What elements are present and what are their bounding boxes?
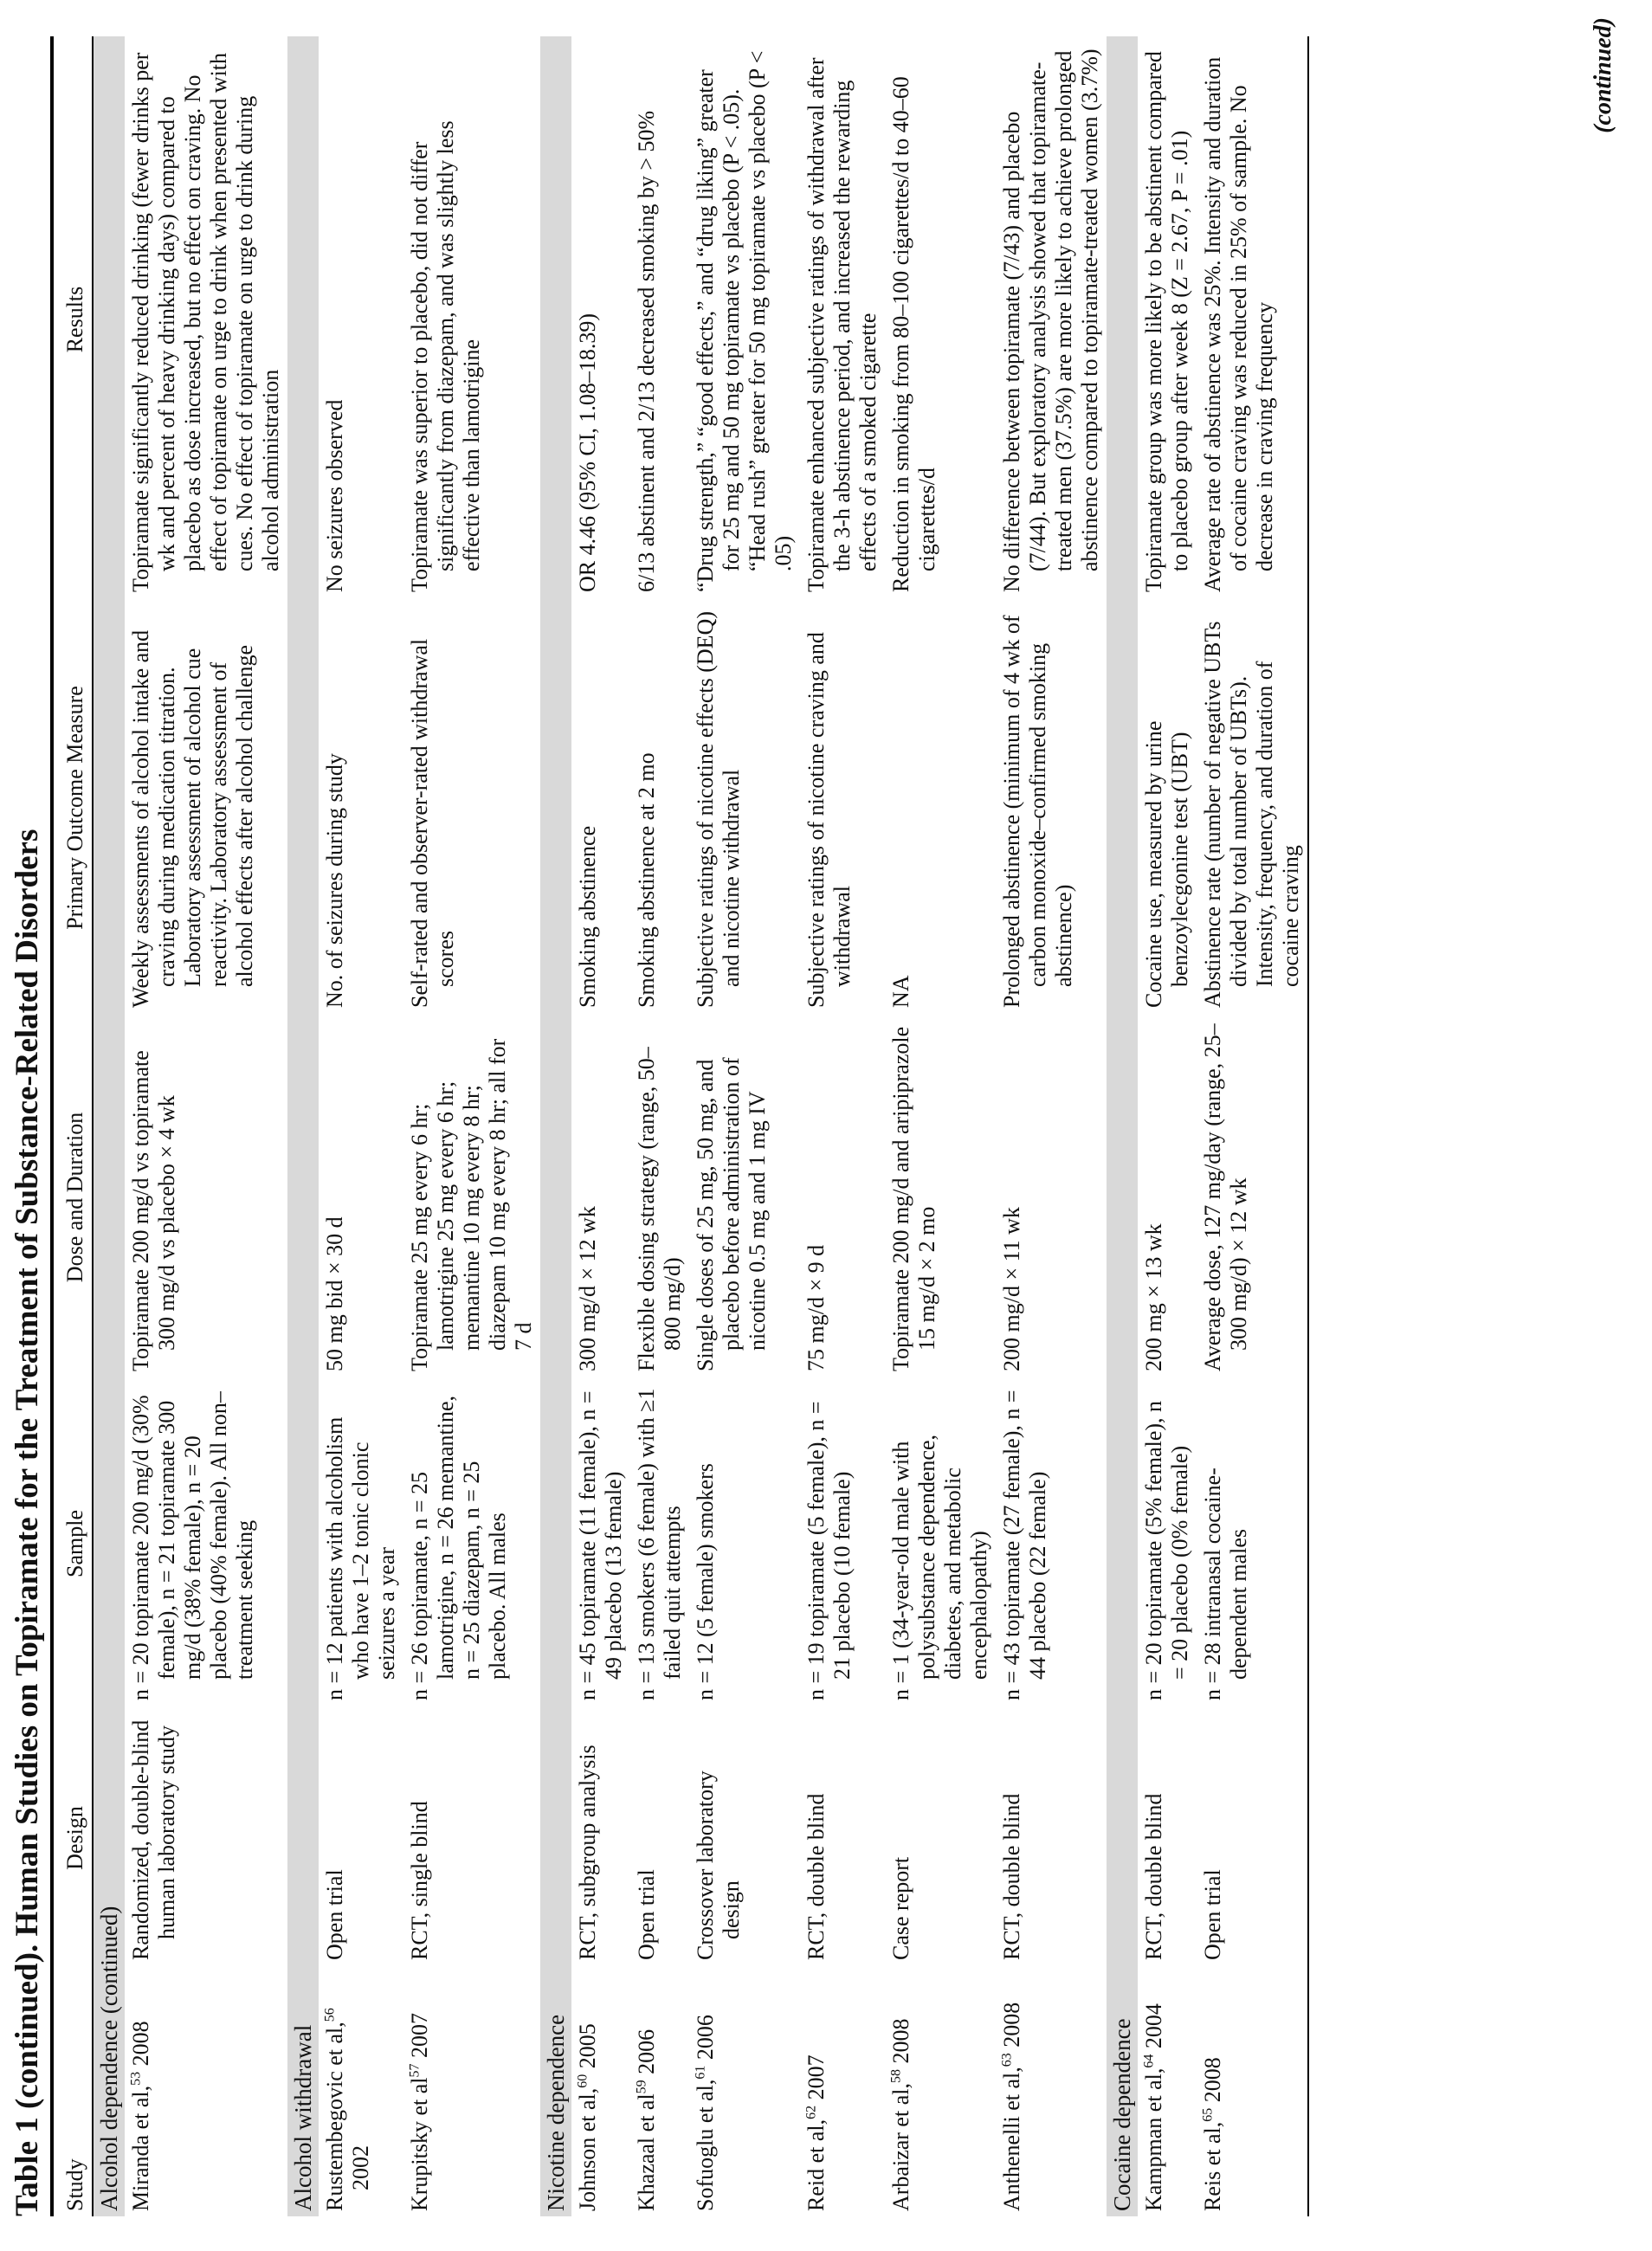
sample-cell: n = 20 topiramate 200 mg/d (30% female), n = 21 topiramate 300 mg/d (38% female), n = 20 placebo (40% female). All non–treatment seeking <box>128 1391 257 1700</box>
study-author: Arbaizar et al, <box>888 2083 913 2211</box>
results-cell: 6/13 abstinent and 2/13 decreased smoking by > 50% <box>634 110 659 592</box>
dose-cell: Topiramate 25 mg every 6 hr; lamotrigine 25 mg every 6 hr; memantine 10 mg every 8 hr; diazepam 10 mg every 8 hr; all for 7 d <box>407 1038 536 1371</box>
sample-cell: n = 28 intranasal cocaine-dependent males <box>1200 1467 1251 1700</box>
table-row <box>1197 36 1307 2216</box>
dose-cell: Topiramate 200 mg/d vs topiramate 300 mg/d vs placebo × 4 wk <box>128 1050 179 1371</box>
outcome-cell: No. of seizures during study <box>322 753 347 1008</box>
reference-number: 64 <box>1141 2054 1157 2068</box>
outcome-cell: NA <box>888 975 913 1008</box>
section-heading: Nicotine dependence <box>540 36 571 2216</box>
sample-cell: n = 19 topiramate (5 female), n = 21 placebo (10 female) <box>803 1401 855 1700</box>
reference-number: 61 <box>693 2065 708 2080</box>
study-cell <box>571 1965 630 2216</box>
study-author: Reid et al, <box>803 2119 829 2211</box>
outcome-cell: Cocaine use, measured by urine benzoylecgonine test (UBT) <box>1141 720 1192 1008</box>
sample-cell: n = 20 topiramate (5% female), n = 20 placebo (0% female) <box>1141 1400 1192 1700</box>
dose-cell: 300 mg/d × 12 wk <box>575 1206 600 1371</box>
study-cell <box>885 1965 996 2216</box>
table-row <box>1138 36 1197 2216</box>
reference-number: 63 <box>999 2053 1015 2067</box>
reference-number: 56 <box>322 2008 338 2022</box>
design-cell: RCT, subgroup analysis <box>575 1745 600 1960</box>
results-cell: Average rate of abstinence was 25%. Intensity and duration of cocaine craving was reduced in 25% of sample. No decrease in craving frequency <box>1200 56 1277 592</box>
study-author: Krupitsky et al <box>407 2077 432 2211</box>
outcome-cell: Smoking abstinence at 2 mo <box>634 752 659 1008</box>
table-row <box>885 36 996 2216</box>
results-cell: Topiramate significantly reduced drinking (fewer drinks per wk and percent of heavy drinking days) compared to placebo as dose increased, but no effect on craving. No effect of topiramate on urge to drink when presented with cues. No effect of topiramate on urge to drink during alcohol administration <box>128 52 283 592</box>
table-title <box>7 36 54 2216</box>
study-cell <box>403 1965 540 2216</box>
outcome-cell: Subjective ratings of nicotine craving and withdrawal <box>803 632 855 1008</box>
table-header-row <box>54 36 94 2216</box>
study-cell <box>630 1965 689 2216</box>
study-year: 2007 <box>407 2012 432 2064</box>
outcome-cell: Self-rated and observer-rated withdrawal scores <box>407 638 458 1008</box>
design-cell: RCT, double blind <box>1141 1793 1166 1960</box>
study-year: 2005 <box>575 2023 600 2074</box>
results-cell: OR 4.46 (95% CI, 1.08–18.39) <box>575 313 600 592</box>
study-cell <box>1138 1965 1197 2216</box>
table-row <box>571 36 630 2216</box>
sample-cell: n = 43 topiramate (27 female), n = 44 placebo (22 female) <box>999 1390 1050 1700</box>
col-header-study: Study <box>62 2158 87 2211</box>
results-cell: Topiramate was superior to placebo, did not differ significantly from diazepam, and was slightly less effective than lamotrigine <box>407 120 484 592</box>
dose-cell: 75 mg/d × 9 d <box>803 1244 829 1371</box>
study-year: 2008 <box>999 2002 1024 2054</box>
design-cell: Case report <box>888 1856 913 1960</box>
design-cell: Crossover laboratory design <box>693 1770 744 1960</box>
dose-cell: Single doses of 25 mg, 50 mg, and placebo before administration of nicotine 0.5 mg and 1 mg IV <box>693 1057 770 1371</box>
reference-number: 57 <box>407 2063 423 2078</box>
col-header-design: Design <box>62 1806 87 1870</box>
continued-note: (continued) <box>1590 17 1617 133</box>
study-cell <box>1197 1965 1307 2216</box>
reference-number: 59 <box>634 2080 649 2094</box>
col-header-sample: Sample <box>62 1510 87 1577</box>
sample-cell: n = 26 topiramate, n = 25 lamotrigine, n = 26 memantine, n = 25 diazepam, n = 25 placebo. All males <box>407 1395 510 1700</box>
study-cell <box>800 1965 885 2216</box>
dose-cell: 50 mg bid × 30 d <box>322 1216 347 1371</box>
reference-number: 62 <box>803 2105 819 2119</box>
table-row <box>403 36 540 2216</box>
table-row <box>689 36 800 2216</box>
reference-number: 65 <box>1200 2107 1216 2122</box>
sample-cell: n = 1 (34-year-old male with polysubstance dependence, diabetes, and metabolic encephalopathy) <box>888 1434 991 1700</box>
section-heading: Cocaine dependence <box>1107 36 1138 2216</box>
study-author: Miranda et al, <box>128 2085 153 2211</box>
design-cell: RCT, double blind <box>999 1793 1024 1960</box>
table-label: Table 1 (continued). <box>10 1944 45 2216</box>
study-author: Sofuoglu et al, <box>693 2079 718 2211</box>
results-cell: No seizures observed <box>322 399 347 592</box>
study-year: 2007 <box>803 2054 829 2106</box>
results-cell: Topiramate enhanced subjective ratings of withdrawal after the 3-h abstinence period, and increased the rewarding effects of a smoked cigarette <box>803 57 881 592</box>
reference-number: 53 <box>128 2071 144 2086</box>
dose-cell: 200 mg/d × 11 wk <box>999 1207 1024 1371</box>
reference-number: 60 <box>575 2074 590 2088</box>
design-cell: Open trial <box>322 1869 347 1960</box>
sample-cell: n = 12 patients with alcoholism who have 1–2 tonic clonic seizures a year <box>322 1416 399 1700</box>
table-row <box>800 36 885 2216</box>
dose-cell: Topiramate 200 mg/d and aripiprazole 15 mg/d × 2 mo <box>888 1026 939 1371</box>
dose-cell: Flexible dosing strategy (range, 50–800 mg/d) <box>634 1047 685 1371</box>
sample-cell: n = 45 topiramate (11 female), n = 49 placebo (13 female) <box>575 1390 626 1700</box>
table-row <box>319 36 403 2216</box>
col-header-outcome: Primary Outcome Measure <box>62 686 87 930</box>
study-author: Reis et al, <box>1200 2121 1225 2211</box>
table-title-text: Human Studies on Topiramate for the Treatment of Substance-Related Disorders <box>10 829 45 1945</box>
study-cell <box>125 1965 287 2216</box>
study-author: Rustembegovic et al, <box>322 2022 347 2211</box>
study-year: 2008 <box>128 2021 153 2072</box>
dose-cell: Average dose, 127 mg/day (range, 25–300 mg/d) × 12 wk <box>1200 1023 1251 1371</box>
outcome-cell: Subjective ratings of nicotine effects (DEQ) and nicotine withdrawal <box>693 611 744 1008</box>
study-author: Khazaal et al <box>634 2093 659 2211</box>
study-author: Anthenelli et al, <box>999 2067 1024 2211</box>
design-cell: Randomized, double-blind human laboratory study <box>128 1719 179 1960</box>
design-cell: Open trial <box>1200 1869 1225 1960</box>
results-cell: Topiramate group was more likely to be abstinent compared to placebo group after week 8 (Z = 2.67, P = .01) <box>1141 51 1192 592</box>
study-year: 2008 <box>1200 2057 1225 2108</box>
study-year: 2006 <box>634 2028 659 2080</box>
table-row <box>996 36 1107 2216</box>
dose-cell: 200 mg × 13 wk <box>1141 1223 1166 1371</box>
table-container <box>7 36 1309 2216</box>
results-cell: No difference between topiramate (7/43) and placebo (7/44). But exploratory analysis showed that topiramate-treated men (37.5%) are more likely to achieve prolonged abstinence compared to topiramate-treated women (3.7%) <box>999 48 1102 592</box>
outcome-cell: Weekly assessments of alcohol intake and craving during medication titration. Laboratory assessment of alcohol cue reactivity. Laboratory assessment of alcohol effects after alcohol challenge <box>128 629 257 1008</box>
study-cell <box>319 1965 403 2216</box>
outcome-cell: Abstinence rate (number of negative UBTs divided by total number of UBTs). Intensity, frequency, and duration of cocaine craving <box>1200 621 1303 1008</box>
study-author: Johnson et al, <box>575 2087 600 2211</box>
study-year: 2006 <box>693 2015 718 2066</box>
table-body <box>94 36 1309 2216</box>
study-cell <box>689 1965 800 2216</box>
table-row <box>125 36 287 2216</box>
design-cell: RCT, double blind <box>803 1793 829 1960</box>
outcome-cell: Smoking abstinence <box>575 825 600 1008</box>
col-header-results: Results <box>62 286 87 353</box>
design-cell: Open trial <box>634 1869 659 1960</box>
design-cell: RCT, single blind <box>407 1801 432 1960</box>
table-row <box>630 36 689 2216</box>
sample-cell: n = 12 (5 female) smokers <box>693 1463 718 1700</box>
outcome-cell: Prolonged abstinence (minimum of 4 wk of carbon monoxide–confirmed smoking abstinence) <box>999 615 1076 1008</box>
col-header-dose: Dose and Duration <box>62 1112 87 1283</box>
reference-number: 58 <box>888 2069 904 2084</box>
study-author: Kampman et al, <box>1141 2067 1166 2211</box>
study-year: 2002 <box>348 2145 373 2190</box>
section-heading: Alcohol dependence (continued) <box>94 36 125 2216</box>
section-heading: Alcohol withdrawal <box>287 36 319 2216</box>
results-cell: Reduction in smoking from 80–100 cigarettes/d to 40–60 cigarettes/d <box>888 76 939 592</box>
study-cell <box>996 1965 1107 2216</box>
results-cell: “Drug strength,” “good effects,” and “drug liking” greater for 25 mg and 50 mg topiramate vs placebo (P < .05). “Head rush” greater for 50 mg topiramate vs placebo (P < .05) <box>693 50 796 592</box>
sample-cell: n = 13 smokers (6 female) with ≥1 failed quit attempts <box>634 1388 685 1700</box>
study-year: 2008 <box>888 2018 913 2070</box>
study-year: 2004 <box>1141 2003 1166 2054</box>
